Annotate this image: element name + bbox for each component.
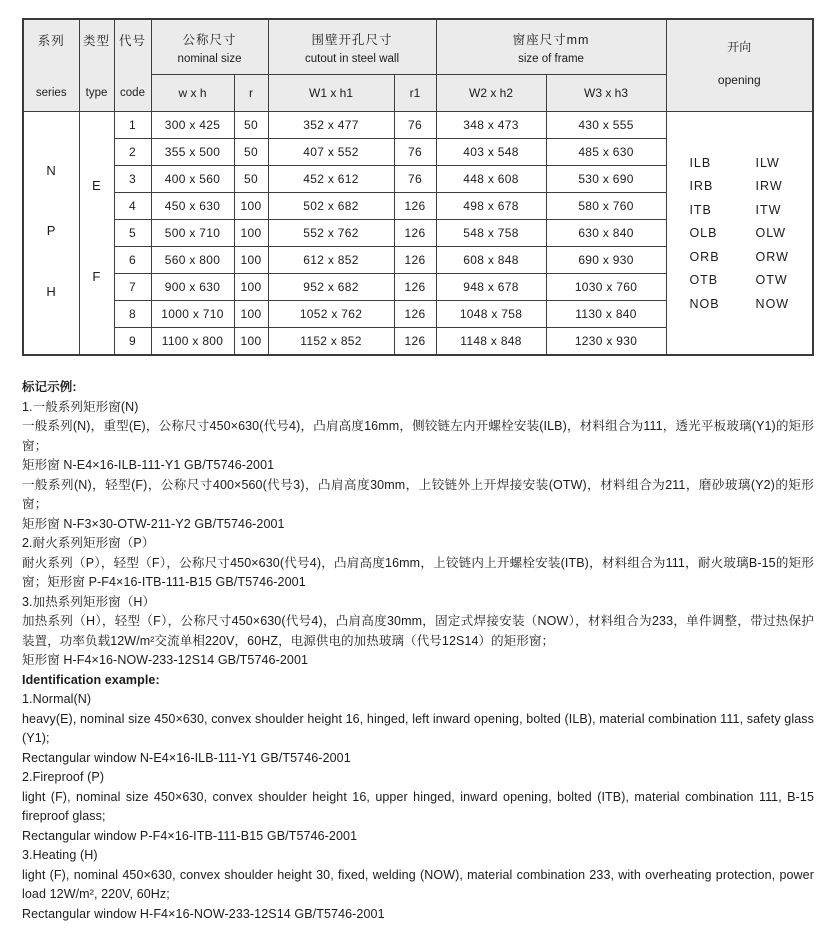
header-type-zh: 类型 [82, 33, 110, 48]
note-line: Rectangular window H-F4×16-NOW-233-12S14 GB/T5746-2001 [22, 906, 385, 921]
cell-w3h3: 630 x 840 [546, 220, 666, 247]
header-cutout-zh: 围壁开孔尺寸 [311, 32, 393, 47]
cell-r1: 126 [394, 274, 436, 301]
cell-wh: 355 x 500 [151, 139, 234, 166]
note-line: Identification example: [22, 672, 160, 687]
opening-code: OLW [755, 226, 787, 240]
subheader-w2h2: W2 x h2 [436, 75, 546, 112]
cell-w2h2: 403 x 548 [436, 139, 546, 166]
cell-r: 50 [234, 139, 268, 166]
opening-code: ITW [755, 202, 782, 217]
cell-r: 50 [234, 166, 268, 193]
cell-w3h3: 690 x 930 [546, 247, 666, 274]
cell-r1: 126 [394, 247, 436, 274]
cell-r1: 126 [394, 220, 436, 247]
header-frame-zh: 窗座尺寸mm [512, 32, 590, 47]
cell-r: 100 [234, 220, 268, 247]
cell-w3h3: 1030 x 760 [546, 274, 666, 301]
cell-wh: 1100 x 800 [151, 328, 234, 356]
subheader-wh: w x h [151, 75, 234, 112]
series-value: N [46, 162, 57, 178]
cell-w1h1: 407 x 552 [268, 139, 394, 166]
opening-code: IRW [755, 179, 783, 193]
cell-w3h3: 1230 x 930 [546, 328, 666, 356]
header-row-groups [23, 19, 813, 75]
type-column-cell [79, 112, 114, 356]
cell-r1: 126 [394, 328, 436, 356]
cell-code: 9 [114, 328, 151, 356]
cell-wh: 300 x 425 [151, 112, 234, 139]
note-line: 2.耐火系列矩形窗（P） [22, 536, 155, 550]
note-line: 矩形窗 N-E4×16-ILB-111-Y1 GB/T5746-2001 [22, 458, 275, 472]
note-line: 一般系列(N)，重型(E)，公称尺寸450×630(代号4)，凸肩高度16mm，侧铰链左内开螺栓安装(ILB)，材料组合为111，透光平板玻璃(Y1)的矩形窗； [22, 419, 814, 453]
cell-w2h2: 498 x 678 [436, 193, 546, 220]
cell-code: 1 [114, 112, 151, 139]
cell-w1h1: 552 x 762 [268, 220, 394, 247]
cell-r: 100 [234, 301, 268, 328]
cell-wh: 500 x 710 [151, 220, 234, 247]
cell-w3h3: 1130 x 840 [546, 301, 666, 328]
cell-w2h2: 348 x 473 [436, 112, 546, 139]
cell-r1: 126 [394, 193, 436, 220]
cell-w2h2: 608 x 848 [436, 247, 546, 274]
cell-code: 3 [114, 166, 151, 193]
opening-code: OTB [689, 273, 719, 287]
cell-w3h3: 530 x 690 [546, 166, 666, 193]
subheader-w1h1: W1 x h1 [268, 75, 394, 112]
cell-code: 8 [114, 301, 151, 328]
note-line: 矩形窗 N-F3×30-OTW-211-Y2 GB/T5746-2001 [22, 516, 285, 531]
note-line: heavy(E), nominal size 450×630, convex shoulder height 16, hinged, left inward opening, bolted (ILB), material combination 111, safety glass (Y1); [22, 711, 814, 745]
cell-w3h3: 430 x 555 [546, 112, 666, 139]
cell-r1: 76 [394, 112, 436, 139]
opening-code: OLB [689, 226, 718, 240]
cell-r: 100 [234, 328, 268, 356]
cell-r: 100 [234, 247, 268, 274]
header-type-en: type [85, 86, 108, 99]
cell-r1: 76 [394, 139, 436, 166]
type-value: F [92, 269, 101, 284]
cell-w2h2: 1048 x 758 [436, 301, 546, 328]
header-code-zh: 代号 [118, 33, 146, 48]
note-line: 标记示例: [22, 380, 77, 394]
cell-r: 100 [234, 274, 268, 301]
cell-code: 6 [114, 247, 151, 274]
cell-code: 2 [114, 139, 151, 166]
opening-codes [667, 156, 813, 311]
cell-code: 7 [114, 274, 151, 301]
cell-w1h1: 952 x 682 [268, 274, 394, 301]
opening-code: ORB [689, 249, 720, 264]
opening-column-cell [666, 112, 813, 356]
spec-table [22, 18, 814, 356]
header-series [23, 19, 79, 112]
header-frame-en: size of frame [518, 52, 584, 65]
subheader-w3h3: W3 x h3 [546, 75, 666, 112]
cell-w1h1: 502 x 682 [268, 193, 394, 220]
opening-code: NOW [755, 296, 790, 311]
cell-w1h1: 1152 x 852 [268, 328, 394, 356]
note-line: 2.Fireproof (P) [22, 770, 105, 784]
header-opening [666, 19, 813, 112]
opening-code: NOB [689, 296, 720, 311]
cell-r: 100 [234, 193, 268, 220]
header-nominal-size [151, 19, 268, 75]
note-line: 1.Normal(N) [22, 692, 92, 706]
subheader-r1: r1 [394, 75, 436, 112]
note-line: Rectangular window N-E4×16-ILB-111-Y1 GB/T5746-2001 [22, 750, 351, 765]
note-line: 耐火系列（P），轻型（F），公称尺寸450×630(代号4)，凸肩高度16mm，上铰链内上开螺栓安装(ITB)，材料组合为111，耐火玻璃B-15的矩形窗；矩形窗 P-F4×16-ITB-111-B15 GB/T5746-2001 [22, 555, 814, 589]
note-line: 3.Heating (H) [22, 848, 98, 862]
header-cutout-en: cutout in steel wall [305, 52, 399, 65]
header-frame-size [436, 19, 666, 75]
table-row [23, 112, 813, 139]
header-nominal-en: nominal size [177, 52, 242, 65]
header-type [79, 19, 114, 112]
cell-wh: 900 x 630 [151, 274, 234, 301]
note-line: 矩形窗 H-F4×16-NOW-233-12S14 GB/T5746-2001 [22, 653, 309, 667]
cell-w2h2: 448 x 608 [436, 166, 546, 193]
cell-wh: 1000 x 710 [151, 301, 234, 328]
type-value: E [92, 178, 101, 193]
spec-table-body [23, 112, 813, 356]
header-series-zh: 系列 [37, 33, 65, 48]
cell-r: 50 [234, 112, 268, 139]
cell-code: 5 [114, 220, 151, 247]
cell-r1: 126 [394, 301, 436, 328]
cell-w1h1: 352 x 477 [268, 112, 394, 139]
cell-r1: 76 [394, 166, 436, 193]
opening-code: ORW [755, 249, 789, 264]
subheader-r: r [234, 75, 268, 112]
series-value: P [46, 223, 56, 239]
cell-w3h3: 580 x 760 [546, 193, 666, 220]
cell-w2h2: 548 x 758 [436, 220, 546, 247]
header-code [114, 19, 151, 112]
cell-w2h2: 1148 x 848 [436, 328, 546, 356]
header-code-en: code [120, 86, 145, 99]
series-value: H [46, 284, 57, 300]
series-column-cell [23, 112, 79, 356]
cell-wh: 450 x 630 [151, 193, 234, 220]
opening-code: ILB [689, 155, 712, 170]
note-line: light (F), nominal 450×630, convex shoulder height 30, fixed, welding (NOW), material combination 233, with overheating protection, power load 12W/m², 220V, 60Hz; [22, 867, 814, 901]
cell-w2h2: 948 x 678 [436, 274, 546, 301]
opening-code: ITB [689, 202, 712, 217]
cell-w1h1: 1052 x 762 [268, 301, 394, 328]
note-line: Rectangular window P-F4×16-ITB-111-B15 GB/T5746-2001 [22, 828, 358, 843]
cell-wh: 400 x 560 [151, 166, 234, 193]
opening-code: IRB [689, 179, 714, 193]
note-line: 3.加热系列矩形窗（H） [22, 594, 156, 609]
cell-w1h1: 452 x 612 [268, 166, 394, 193]
note-line: 加热系列（H），轻型（F），公称尺寸450×630(代号4)，凸肩高度30mm，固定式焊接安装（NOW），材料组合为233，单件调整，带过热保护装置，功率负载12W/m²交流单相220V，60HZ，电源供电的加热玻璃（代号12S14）的矩形窗； [22, 614, 814, 648]
header-cutout [268, 19, 436, 75]
note-line: light (F), nominal size 450×630, convex shoulder height 16, upper hinged, inward opening, bolted (ITB), material combination 111, B-15 fireproof glass; [22, 789, 814, 823]
note-line: 一般系列(N)，轻型(F)，公称尺寸400×560(代号3)，凸肩高度30mm，上铰链外上开焊接安装(OTW)，材料组合为211，磨砂玻璃(Y2)的矩形窗； [22, 477, 814, 511]
header-series-en: series [35, 86, 67, 99]
notes [22, 378, 814, 924]
cell-w3h3: 485 x 630 [546, 139, 666, 166]
cell-code: 4 [114, 193, 151, 220]
cell-w1h1: 612 x 852 [268, 247, 394, 274]
cell-wh: 560 x 800 [151, 247, 234, 274]
opening-code: OTW [755, 273, 788, 287]
note-line: 1.一般系列矩形窗(N) [22, 399, 139, 414]
header-nominal-zh: 公称尺寸 [182, 32, 237, 47]
opening-code: ILW [755, 155, 780, 170]
header-opening-zh: 开向 [727, 40, 752, 54]
header-opening-en: opening [717, 73, 761, 87]
